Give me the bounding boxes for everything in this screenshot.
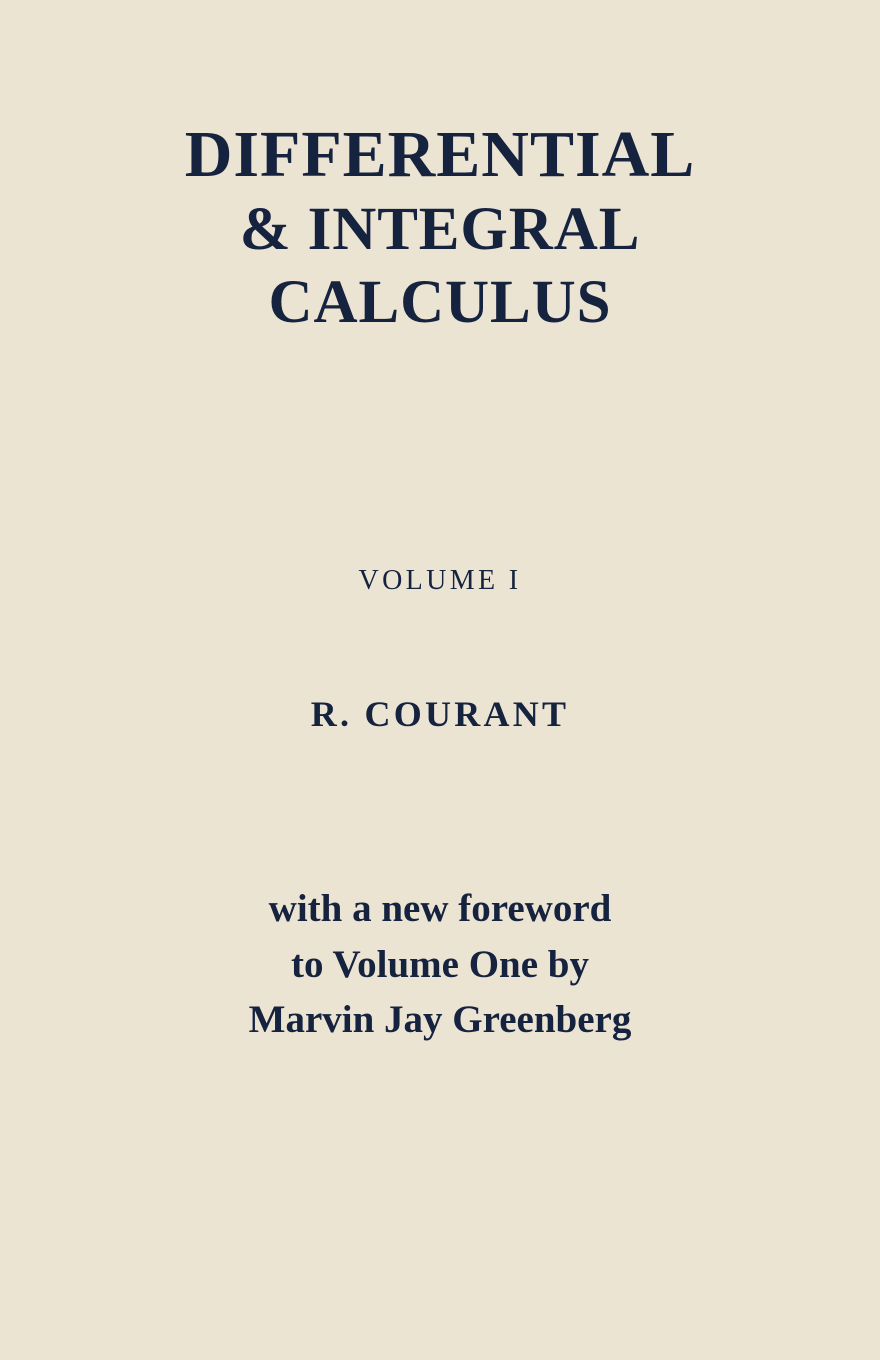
book-title [0,120,880,335]
foreword-credit [249,881,632,1047]
foreword-line-1: with a new foreword [268,887,612,931]
author-name: R. COURANT [310,694,570,735]
foreword-line-2: to Volume One by [291,942,589,986]
foreword-line-3: Marvin Jay Greenberg [248,998,632,1042]
title-line-2: & INTEGRAL [239,195,641,263]
title-line-3: CALCULUS [268,268,612,336]
title-line-1: DIFFERENTIAL [184,118,696,191]
volume-label: VOLUME I [358,565,522,597]
